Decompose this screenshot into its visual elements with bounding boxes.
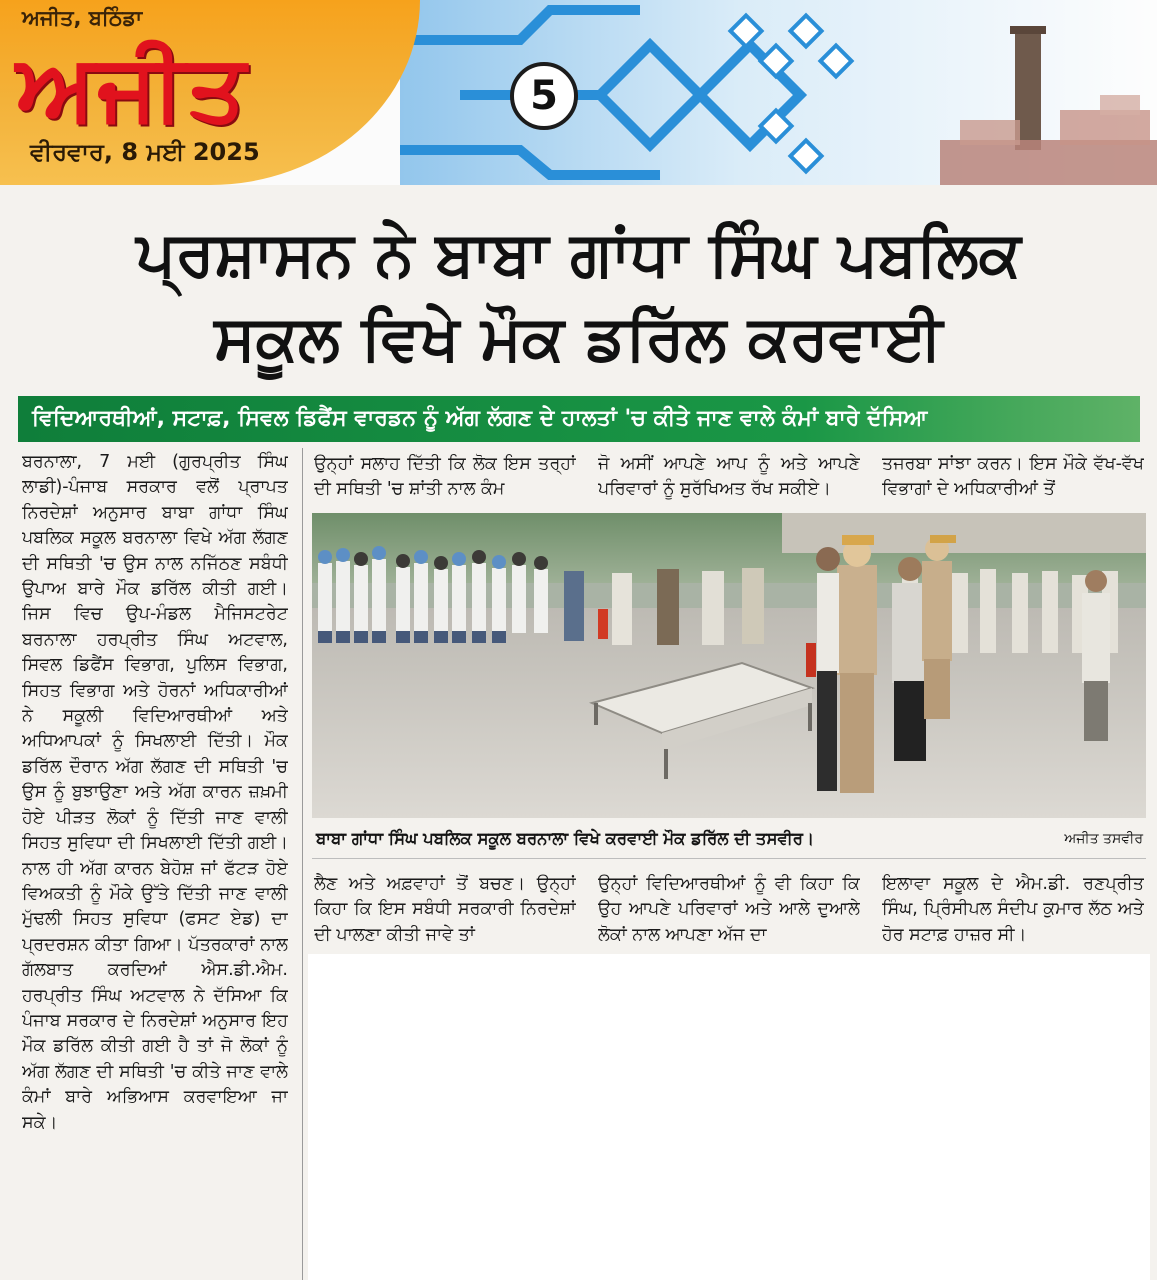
article-bottom-text-1: ਲੈਣ ਅਤੇ ਅਫ਼ਵਾਹਾਂ ਤੋਂ ਬਚਣ। ਉਨ੍ਹਾਂ ਕਿਹਾ ਕਿ ਇਸ ਸਬੰਧੀ ਸਰਕਾਰੀ ਨਿਰਦੇਸ਼ਾਂ ਦੀ ਪਾਲਣਾ ਕੀਤੀ ਜਾਵੇ ਤਾਂ (314, 874, 576, 945)
caption-divider (312, 858, 1146, 859)
photo-credit: ਅਜੀਤ ਤਸਵੀਰ (1064, 831, 1143, 847)
column-divider (302, 448, 303, 1280)
masthead-date: ਵੀਰਵਾਰ, 8 ਮਈ 2025 (30, 138, 260, 166)
article-bottom-text-2: ਉਨ੍ਹਾਂ ਵਿਦਿਆਰਥੀਆਂ ਨੂੰ ਵੀ ਕਿਹਾ ਕਿ ਉਹ ਆਪਣੇ ਪਰਿਵਾਰਾਂ ਅਤੇ ਆਲੇ ਦੁਆਲੇ ਲੋਕਾਂ ਨਾਲ ਆਪਣਾ ਅੱਜ ਦਾ (598, 874, 860, 945)
article-bottom-column-1 (314, 872, 576, 952)
headline-line-1: ਪ੍ਰਸ਼ਾਸਨ ਨੇ ਬਾਬਾ ਗਾਂਧਾ ਸਿੰਘ ਪਬਲਿਕ (136, 217, 1021, 290)
masthead (0, 0, 1157, 185)
masthead-orange-panel (0, 0, 420, 185)
article-top-text-2: ਜੋ ਅਸੀਂ ਆਪਣੇ ਆਪ ਨੂੰ ਅਤੇ ਆਪਣੇ ਪਰਿਵਾਰਾਂ ਨੂੰ ਸੁਰੱਖਿਅਤ ਰੱਖ ਸਕੀਏ। (598, 454, 860, 500)
photo-caption-text: ਬਾਬਾ ਗਾਂਧਾ ਸਿੰਘ ਪਬਲਿਕ ਸਕੂਲ ਬਰਨਾਲਾ ਵਿਖੇ ਕਰਵਾਈ ਮੌਕ ਡਰਿੱਲ ਦੀ ਤਸਵੀਰ। (316, 829, 815, 848)
article-top-text-1: ਉਨ੍ਹਾਂ ਸਲਾਹ ਦਿੱਤੀ ਕਿ ਲੋਕ ਇਸ ਤਰ੍ਹਾਂ ਦੀ ਸਥਿਤੀ 'ਚ ਸ਼ਾਂਤੀ ਨਾਲ ਕੰਮ (314, 454, 576, 500)
article-top-text-3: ਤਜਰਬਾ ਸਾਂਝਾ ਕਰਨ। ਇਸ ਮੌਕੇ ਵੱਖ-ਵੱਖ ਵਿਭਾਗਾਂ ਦੇ ਅਧਿਕਾਰੀਆਂ ਤੋਂ (882, 454, 1144, 500)
article-top-column-3 (882, 452, 1144, 510)
article-subheadline: ਵਿਦਿਆਰਥੀਆਂ, ਸਟਾਫ਼, ਸਿਵਲ ਡਿਫੈਂਸ ਵਾਰਡਨ ਨੂੰ ਅੱਗ ਲੱਗਣ ਦੇ ਹਾਲਤਾਂ 'ਚ ਕੀਤੇ ਜਾਣ ਵਾਲੇ ਕੰਮਾਂ ਬਾਰੇ ਦੱਸਿਆ (18, 396, 1140, 442)
article-bottom-text-3: ਇਲਾਵਾ ਸਕੂਲ ਦੇ ਐਮ.ਡੀ. ਰਣਪ੍ਰੀਤ ਸਿੰਘ, ਪ੍ਰਿੰਸੀਪਲ ਸੰਦੀਪ ਕੁਮਾਰ ਲੱਠ ਅਤੇ ਹੋਰ ਸਟਾਫ਼ ਹਾਜ਼ਰ ਸੀ। (882, 874, 1144, 945)
masthead-city: ਅਜੀਤ, ਬਠਿੰਡਾ (22, 6, 143, 30)
article-bottom-column-2 (598, 872, 860, 952)
article-bottom-column-3 (882, 872, 1144, 952)
blank-page-area (308, 954, 1150, 1280)
page-number-badge: 5 (510, 62, 578, 130)
article-top-column-1 (314, 452, 576, 510)
news-photo (312, 513, 1146, 818)
article-top-column-2 (598, 452, 860, 510)
mock-drill-photo-illustration (312, 513, 1146, 818)
photo-caption (316, 824, 1146, 854)
article-headline (0, 212, 1157, 380)
headline-line-2: ਸਕੂਲ ਵਿਖੇ ਮੌਕ ਡਰਿੱਲ ਕਰਵਾਈ (214, 301, 943, 374)
newspaper-logo: ਅਜੀਤ (16, 34, 248, 141)
article-column-left (22, 450, 288, 1280)
article-body-left: ਬਰਨਾਲਾ, 7 ਮਈ (ਗੁਰਪ੍ਰੀਤ ਸਿੰਘ ਲਾਡੀ)-ਪੰਜਾਬ ਸਰਕਾਰ ਵਲੋਂ ਪ੍ਰਾਪਤ ਨਿਰਦੇਸ਼ਾਂ ਅਨੁਸਾਰ ਬਾਬਾ ਗਾਂਧਾ ਸਿੰਘ ਪਬਲਿਕ ਸਕੂਲ ਬਰਨਾਲਾ ਵਿਖੇ ਅੱਗ ਲੱਗਣ ਦੀ ਸਥਿਤੀ 'ਚ ਉਸ ਨਾਲ ਨਜਿੱਠਣ ਸਬੰਧੀ ਉਪਾਅ ਬਾਰੇ ਮੌਕ ਡਰਿੱਲ ਕੀਤੀ ਗਈ। ਜਿਸ ਵਿਚ ਉਪ-ਮੰਡਲ ਮੈਜਿਸਟਰੇਟ ਬਰਨਾਲਾ ਹਰਪ੍ਰੀਤ ਸਿੰਘ ਅਟਵਾਲ, ਸਿਵਲ ਡਿਫੈਂਸ ਵਿਭਾਗ, ਪੁਲਿਸ ਵਿਭਾਗ, ਸਿਹਤ ਵਿਭਾਗ ਅਤੇ ਹੋਰਨਾਂ ਅਧਿਕਾਰੀਆਂ ਨੇ ਸਕੂਲੀ ਵਿਦਿਆਰਥੀਆਂ ਅਤੇ ਅਧਿਆਪਕਾਂ ਨੂੰ ਸਿਖਲਾਈ ਦਿੱਤੀ। ਮੌਕ ਡਰਿੱਲ ਦੌਰਾਨ ਅੱਗ ਲੱਗਣ ਦੀ ਸਥਿਤੀ 'ਚ ਉਸ ਨੂੰ ਬੁਝਾਉਣਾ ਅਤੇ ਅੱਗ ਕਾਰਨ ਜ਼ਖ਼ਮੀ ਹੋਏ ਪੀੜਤ ਲੋਕਾਂ ਨੂੰ ਦਿੱਤੀ ਜਾਣ ਵਾਲੀ ਸਿਹਤ ਸੁਵਿਧਾ ਦੀ ਸਿਖਲਾਈ ਦਿੱਤੀ ਗਈ। ਨਾਲ ਹੀ ਅੱਗ ਕਾਰਨ ਬੇਹੋਸ਼ ਜਾਂ ਫੱਟੜ ਹੋਏ ਵਿਅਕਤੀ ਨੂੰ ਮੌਕੇ ਉੱਤੇ ਦਿੱਤੀ ਜਾਣ ਵਾਲੀ ਮੁੱਢਲੀ ਸਿਹਤ ਸੁਵਿਧਾ (ਫਸਟ ਏਡ) ਦਾ ਪ੍ਰਦਰਸ਼ਨ ਕੀਤਾ ਗਿਆ। ਪੱਤਰਕਾਰਾਂ ਨਾਲ ਗੱਲਬਾਤ ਕਰਦਿਆਂ ਐਸ.ਡੀ.ਐਮ. ਹਰਪ੍ਰੀਤ ਸਿੰਘ ਅਟਵਾਲ ਨੇ ਦੱਸਿਆ ਕਿ ਪੰਜਾਬ ਸਰਕਾਰ ਦੇ ਨਿਰਦੇਸ਼ਾਂ ਅਨੁਸਾਰ ਇਹ ਮੌਕ ਡਰਿੱਲ ਕੀਤੀ ਗਈ ਹੈ ਤਾਂ ਜੋ ਲੋਕਾਂ ਨੂੰ ਅੱਗ ਲੱਗਣ ਦੀ ਸਥਿਤੀ 'ਚ ਕੀਤੇ ਜਾਣ ਵਾਲੇ ਕੰਮਾਂ ਬਾਰੇ ਅਭਿਆਸ ਕਰਵਾਇਆ ਜਾ ਸਕੇ। (22, 452, 288, 1133)
